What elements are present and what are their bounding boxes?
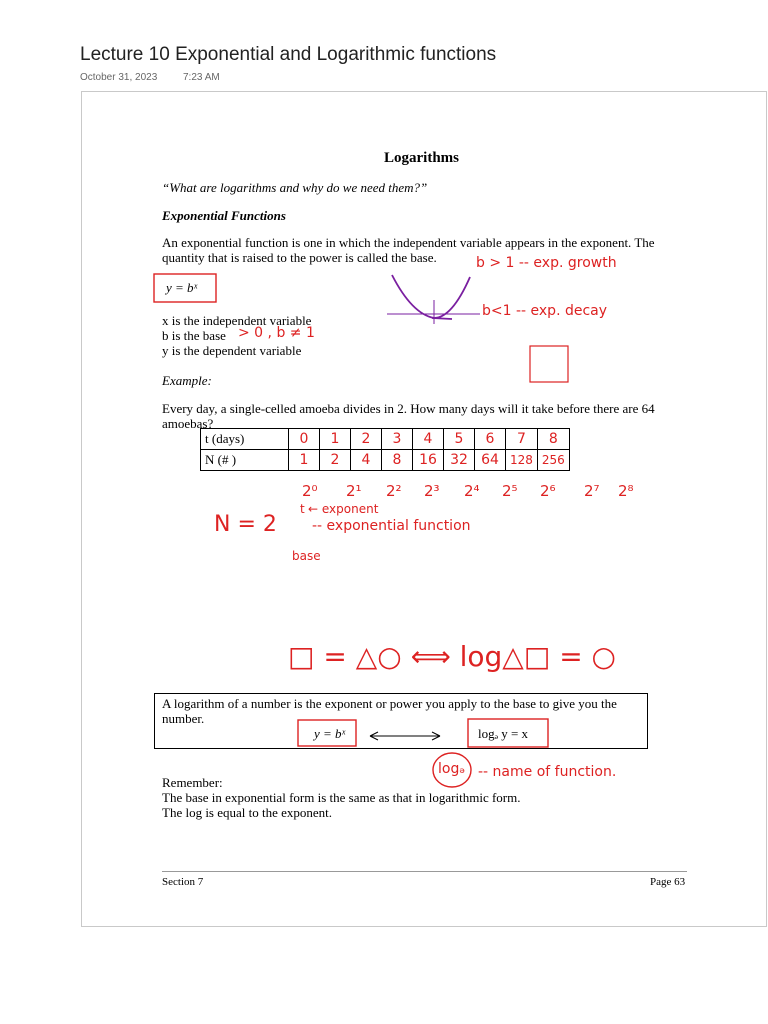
var-line-b: b is the base	[162, 328, 226, 343]
section-label: Section 7	[162, 876, 204, 888]
handwriting-layer	[82, 92, 766, 926]
remember-line: The log is equal to the exponent.	[162, 805, 333, 820]
hw-exponent-label: ← exponent	[308, 502, 379, 516]
hw-model-exponent: t	[300, 502, 305, 516]
n-cell: 4	[351, 450, 382, 471]
remember-label: Remember:	[162, 775, 223, 790]
hw-exponential-function: -- exponential function	[312, 518, 471, 534]
hw-base-condition: > 0 , b ≠ 1	[238, 325, 315, 341]
hw-power: 2⁸	[618, 482, 634, 500]
t-cell: 7	[506, 429, 538, 450]
exp-formula: y = bˣ	[166, 280, 198, 295]
t-cell: 4	[413, 429, 444, 450]
hw-name-of-function: -- name of function.	[478, 764, 617, 780]
definition-log-form: logₔ y = x	[478, 726, 529, 741]
n-cell: 8	[382, 450, 413, 471]
row-header-n: N (# )	[201, 450, 289, 471]
hw-model: N = 2	[214, 512, 277, 537]
page-number: Page 63	[650, 876, 686, 888]
formula-circle	[154, 274, 216, 302]
n-cell: 32	[444, 450, 475, 471]
var-line-x: x is the independent variable	[162, 313, 312, 328]
hw-decay: b<1 -- exp. decay	[482, 303, 608, 319]
n-cell: 64	[475, 450, 506, 471]
t-cell: 1	[320, 429, 351, 450]
page-heading: Logarithms	[384, 150, 459, 166]
exp-form-circle	[298, 720, 356, 746]
hw-growth: b > 1 -- exp. growth	[476, 255, 617, 271]
growth-decay-curves	[392, 275, 470, 318]
guiding-question: “What are logarithms and why do we need them?”	[162, 180, 428, 195]
note-date: October 31, 2023	[80, 72, 158, 83]
intro-paragraph: An exponential function is one in which the independent variable appears in the exponent. The quantity that is raised to the power is called the base.	[162, 235, 655, 265]
row-header-t: t (days)	[201, 429, 289, 450]
var-line-y: y is the dependent variable	[162, 343, 302, 358]
problem-text: Every day, a single-celled amoeba divides in 2. How many days will it take before there are 64 amoebas?	[162, 401, 655, 431]
hw-power: 2⁰	[302, 482, 318, 500]
hw-power: 2⁷	[584, 482, 600, 500]
hw-symbolic-equivalence: □ = △○ ⟺ log△□ = ○	[288, 640, 616, 673]
day-six-highlight	[530, 346, 568, 382]
hw-power: 2²	[386, 482, 402, 500]
note-title: Lecture 10 Exponential and Logarithmic functions	[80, 44, 497, 65]
hw-power: 2⁶	[540, 482, 556, 500]
n-cell: 128	[506, 450, 538, 471]
t-cell: 6	[475, 429, 506, 450]
t-cell: 0	[289, 429, 320, 450]
hw-power: 2¹	[346, 482, 362, 500]
printout-page	[81, 91, 767, 927]
n-cell: 1	[289, 450, 320, 471]
remember-line: The base in exponential form is the same as that in logarithmic form.	[162, 790, 521, 805]
t-cell: 8	[537, 429, 569, 450]
section-heading: Exponential Functions	[162, 208, 286, 223]
example-label: Example:	[162, 373, 212, 388]
hw-log-b: logₔ	[438, 761, 466, 777]
hw-base-label: base	[292, 549, 321, 563]
n-cell: 2	[320, 450, 351, 471]
t-cell: 5	[444, 429, 475, 450]
t-cell: 2	[351, 429, 382, 450]
n-cell: 16	[413, 450, 444, 471]
log-form-circle	[468, 719, 548, 747]
t-cell: 3	[382, 429, 413, 450]
hw-power: 2⁵	[502, 482, 518, 500]
n-cell: 256	[537, 450, 569, 471]
definition-exp-form: y = bˣ	[314, 726, 346, 741]
note-time: 7:23 AM	[183, 72, 220, 83]
curve-axes	[387, 300, 480, 324]
hw-power: 2³	[424, 482, 440, 500]
definition-text: A logarithm of a number is the exponent or power you apply to the base to give you the number.	[162, 696, 617, 726]
hw-power: 2⁴	[464, 482, 480, 500]
